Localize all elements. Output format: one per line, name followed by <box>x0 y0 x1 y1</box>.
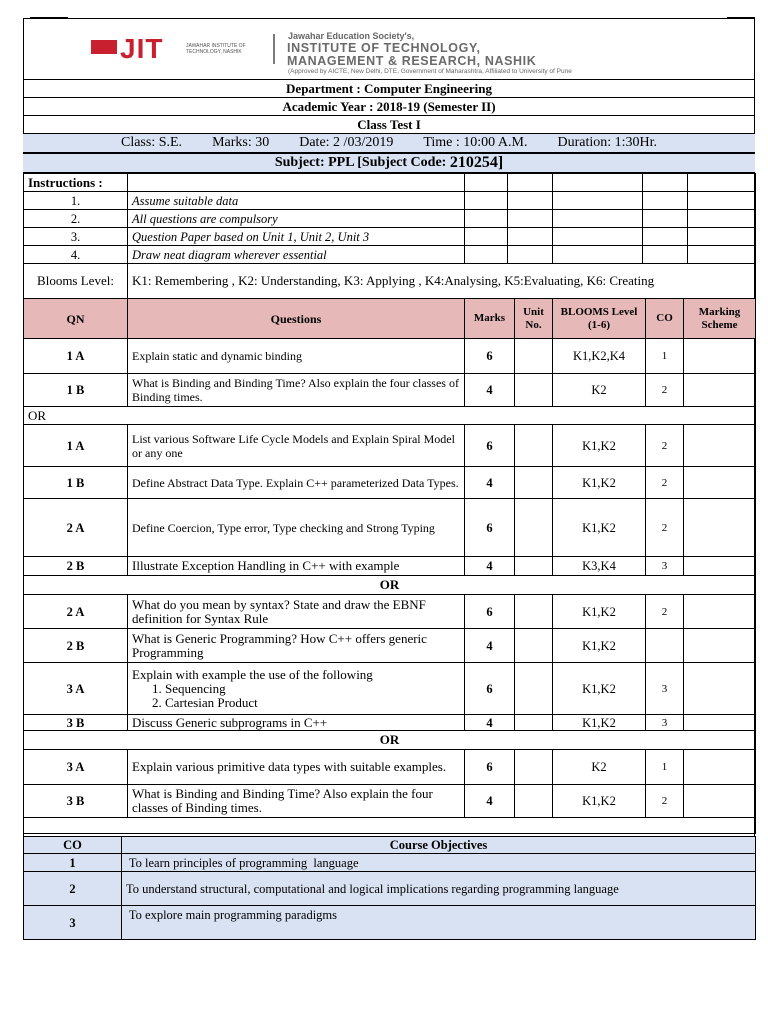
question-unit <box>515 750 553 785</box>
academic-year-row <box>23 98 755 116</box>
question-unit <box>515 499 553 557</box>
question-row <box>24 663 756 715</box>
instruction-num: 3. <box>24 228 128 246</box>
question-scheme <box>684 425 756 467</box>
department: Department : Computer Engineering <box>286 80 492 96</box>
question-unit <box>515 557 553 576</box>
instruction-num: 1. <box>24 192 128 210</box>
question-co: 1 <box>646 339 684 374</box>
question-text: What is Binding and Binding Time? Also explain the four classes of Binding times. <box>128 785 465 818</box>
question-blooms: K1,K2 <box>553 595 646 629</box>
question-unit <box>515 595 553 629</box>
or-label: OR <box>24 731 756 750</box>
header-co: CO <box>646 299 684 339</box>
question-blooms: K1,K2 <box>553 629 646 663</box>
question-text-cell <box>128 663 465 715</box>
question-text: What do you mean by syntax? State and draw the EBNF definition for Syntax Rule <box>128 595 465 629</box>
question-text: Define Abstract Data Type. Explain C++ parameterized Data Types. <box>128 467 465 499</box>
co-row <box>24 854 756 872</box>
header-marking-scheme: Marking Scheme <box>684 299 756 339</box>
spacer-row <box>24 818 756 834</box>
instruction-num: 2. <box>24 210 128 228</box>
blooms-table <box>23 263 756 299</box>
question-marks: 6 <box>465 339 515 374</box>
co-number: 1 <box>24 854 122 872</box>
date-label: Date: 2 /03/2019 <box>299 135 394 150</box>
instruction-row <box>24 192 756 210</box>
question-number: 2 A <box>24 499 128 557</box>
co-row <box>24 872 756 906</box>
question-marks: 4 <box>465 467 515 499</box>
question-number: 1 A <box>24 339 128 374</box>
co-header-co: CO <box>24 837 122 854</box>
header-questions: Questions <box>128 299 465 339</box>
header-unit: Unit No. <box>515 299 553 339</box>
question-co: 2 <box>646 425 684 467</box>
instruction-row <box>24 228 756 246</box>
question-row <box>24 595 756 629</box>
header-qn: QN <box>24 299 128 339</box>
question-co: 2 <box>646 467 684 499</box>
question-unit <box>515 663 553 715</box>
question-subitem: 1. Sequencing <box>152 680 226 696</box>
question-scheme <box>684 715 756 731</box>
or-label: OR <box>24 576 756 595</box>
co-number: 2 <box>24 872 122 906</box>
question-blooms: K1,K2 <box>553 663 646 715</box>
instructions-header-row <box>24 174 756 192</box>
question-row <box>24 425 756 467</box>
question-scheme <box>684 557 756 576</box>
instruction-text: Draw neat diagram wherever essential <box>128 246 465 264</box>
question-number: 3 B <box>24 785 128 818</box>
instruction-text: Question Paper based on Unit 1, Unit 2, Unit 3 <box>128 228 465 246</box>
department-row <box>23 80 755 98</box>
question-row <box>24 750 756 785</box>
question-row <box>24 629 756 663</box>
co-number: 3 <box>24 906 122 940</box>
question-text: Illustrate Exception Handling in C++ with example <box>128 557 465 576</box>
instruction-text: All questions are compulsory <box>128 210 465 228</box>
question-number: 2 B <box>24 557 128 576</box>
instruction-row <box>24 210 756 228</box>
co-row <box>24 906 756 940</box>
academic-year: Academic Year : 2018-19 (Semester II) <box>282 98 496 114</box>
question-marks: 6 <box>465 750 515 785</box>
question-marks: 4 <box>465 557 515 576</box>
question-row <box>24 715 756 731</box>
co-text: To explore main programming paradigms <box>122 906 756 940</box>
question-blooms: K3,K4 <box>553 557 646 576</box>
question-text: What is Generic Programming? How C++ offers generic Programming <box>128 629 465 663</box>
instruction-text: Assume suitable data <box>128 192 465 210</box>
co-text: To understand structural, computational and logical implications regarding programming language <box>122 872 756 906</box>
question-co: 3 <box>646 663 684 715</box>
question-blooms: K1,K2 <box>553 499 646 557</box>
question-number: 3 B <box>24 715 128 731</box>
instructions-label: Instructions : <box>24 174 128 192</box>
question-text: Explain static and dynamic binding <box>128 339 465 374</box>
question-co: 2 <box>646 785 684 818</box>
question-text: Discuss Generic subprograms in C++ <box>128 715 465 731</box>
or-row <box>24 731 756 750</box>
question-number: 2 A <box>24 595 128 629</box>
question-scheme <box>684 785 756 818</box>
question-unit <box>515 629 553 663</box>
question-scheme <box>684 499 756 557</box>
time-label: Time : 10:00 A.M. <box>423 135 528 150</box>
question-scheme <box>684 467 756 499</box>
question-number: 3 A <box>24 750 128 785</box>
questions-header-row <box>24 299 756 339</box>
question-blooms: K2 <box>553 374 646 407</box>
question-text: What is Binding and Binding Time? Also explain the four classes of Binding times. <box>128 374 465 407</box>
question-row <box>24 557 756 576</box>
jit-logo-text: JIT <box>120 33 164 64</box>
question-number: 3 A <box>24 663 128 715</box>
co-header-objectives: Course Objectives <box>122 837 756 854</box>
logo-divider <box>273 34 275 64</box>
header-marks: Marks <box>465 299 515 339</box>
class-label: Class: S.E. <box>120 135 183 150</box>
question-marks: 6 <box>465 663 515 715</box>
question-unit <box>515 425 553 467</box>
question-scheme <box>684 750 756 785</box>
question-marks: 6 <box>465 425 515 467</box>
question-co: 2 <box>646 499 684 557</box>
question-co: 3 <box>646 557 684 576</box>
question-scheme <box>684 663 756 715</box>
class-info-row <box>23 134 755 153</box>
questions-table <box>23 298 756 834</box>
subject-row <box>23 153 755 173</box>
question-marks: 4 <box>465 374 515 407</box>
institute-name-line1: INSTITUTE OF TECHNOLOGY, <box>287 41 481 55</box>
co-text: To learn principles of programming language <box>122 854 756 872</box>
question-blooms: K1,K2,K4 <box>553 339 646 374</box>
question-number: 1 A <box>24 425 128 467</box>
question-unit <box>515 467 553 499</box>
jit-logo-subtext: JAWAHAR INSTITUTE OF TECHNOLOGY, NASHIK <box>186 43 246 55</box>
question-number: 2 B <box>24 629 128 663</box>
subject-code: 210254] <box>449 154 504 171</box>
question-number: 1 B <box>24 374 128 407</box>
question-unit <box>515 339 553 374</box>
question-marks: 6 <box>465 595 515 629</box>
or-row <box>24 407 756 425</box>
test-name-row <box>23 116 755 134</box>
question-number: 1 B <box>24 467 128 499</box>
question-subitem: 2. Cartesian Product <box>152 694 258 710</box>
question-scheme <box>684 339 756 374</box>
question-marks: 4 <box>465 785 515 818</box>
question-unit <box>515 785 553 818</box>
co-header-row <box>24 837 756 854</box>
question-row <box>24 467 756 499</box>
question-scheme <box>684 595 756 629</box>
question-text: Define Coercion, Type error, Type checking and Strong Typing <box>128 499 465 557</box>
question-text: Explain various primitive data types with suitable examples. <box>128 750 465 785</box>
question-marks: 6 <box>465 499 515 557</box>
or-label: OR <box>24 407 756 425</box>
question-row <box>24 785 756 818</box>
jit-logo-mark <box>91 40 117 54</box>
question-co: 1 <box>646 750 684 785</box>
society-name: Jawahar Education Society's, <box>288 31 415 41</box>
approval-text: (Approved by AICTE, New Delhi, DTE, Government of Maharashtra, Affiliated to University of Pune <box>288 68 572 75</box>
subject-prefix: Subject: PPL [Subject Code: <box>274 155 447 170</box>
question-unit <box>515 374 553 407</box>
question-blooms: K1,K2 <box>553 425 646 467</box>
header-blooms: BLOOMS Level (1-6) <box>553 299 646 339</box>
question-row <box>24 339 756 374</box>
question-row <box>24 374 756 407</box>
blooms-label: Blooms Level: <box>24 264 128 299</box>
question-co <box>646 629 684 663</box>
question-co: 3 <box>646 715 684 731</box>
question-scheme <box>684 629 756 663</box>
instructions-table <box>23 173 756 264</box>
question-co: 2 <box>646 374 684 407</box>
duration-label: Duration: 1:30Hr. <box>557 135 658 150</box>
or-row <box>24 576 756 595</box>
question-text: List various Software Life Cycle Models and Explain Spiral Model or any one <box>128 425 465 467</box>
question-unit <box>515 715 553 731</box>
blooms-description: K1: Remembering , K2: Understanding, K3: Applying , K4:Analysing, K5:Evaluating, K6: Creating <box>128 264 756 299</box>
question-blooms: K1,K2 <box>553 715 646 731</box>
question-blooms: K1,K2 <box>553 467 646 499</box>
question-marks: 4 <box>465 715 515 731</box>
question-blooms: K2 <box>553 750 646 785</box>
marks-label: Marks: 30 <box>212 135 270 150</box>
instruction-num: 4. <box>24 246 128 264</box>
question-row <box>24 499 756 557</box>
instruction-row <box>24 246 756 264</box>
question-scheme <box>684 374 756 407</box>
question-co: 2 <box>646 595 684 629</box>
question-marks: 4 <box>465 629 515 663</box>
question-text: Explain with example the use of the following <box>132 666 373 682</box>
test-name: Class Test I <box>357 116 421 132</box>
question-blooms: K1,K2 <box>553 785 646 818</box>
course-objectives-table <box>23 836 756 940</box>
institute-name-line2: MANAGEMENT & RESEARCH, NASHIK <box>287 54 537 68</box>
